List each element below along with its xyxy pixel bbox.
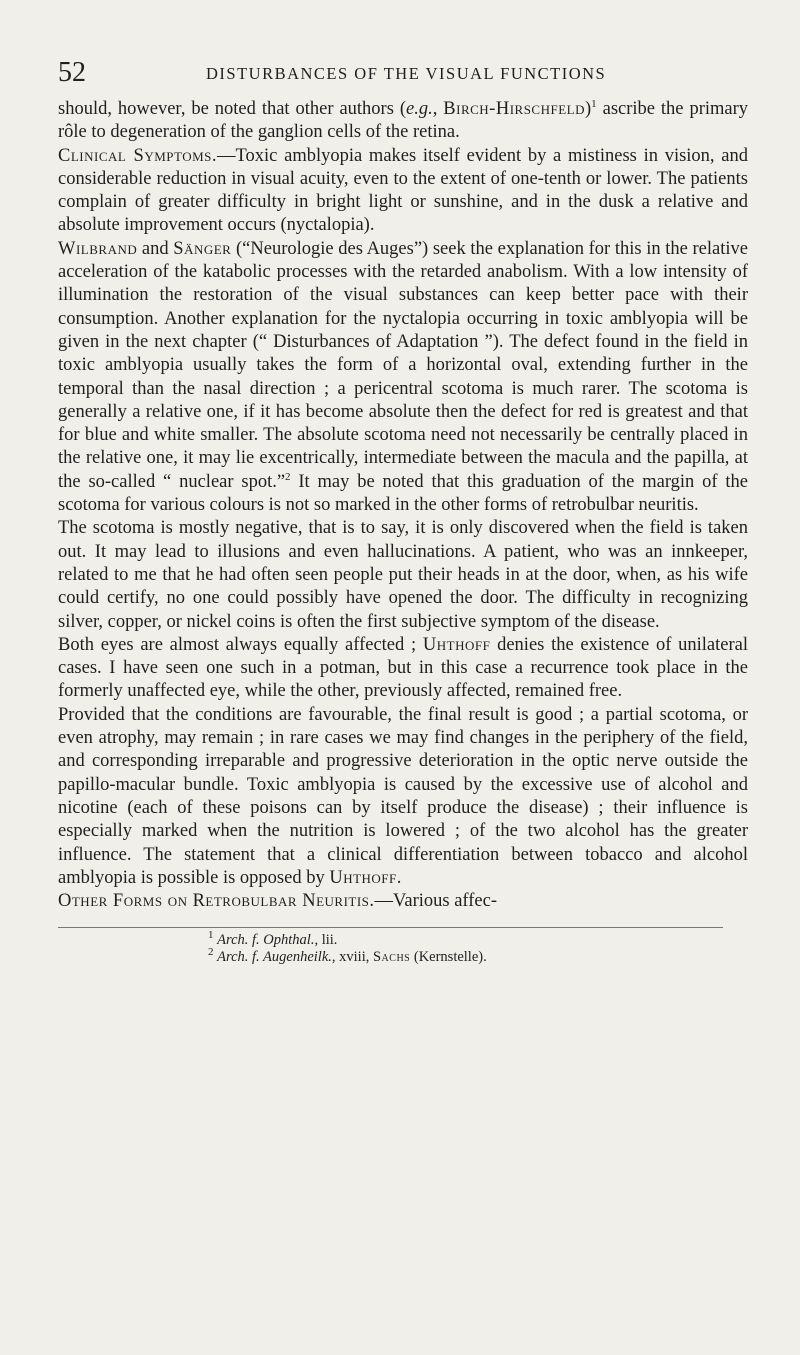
footnote-marker: 1 (208, 929, 214, 942)
page-number: 52 (58, 57, 86, 88)
text-run: e.g. (406, 99, 433, 119)
text-run: , (432, 99, 444, 119)
footnote-divider (58, 927, 723, 928)
author-name: Uhthoff (422, 634, 491, 655)
section-heading: Other Forms on Retrobulbar Neuritis. (58, 891, 375, 912)
text-run: . (396, 867, 402, 888)
journal-title: Arch. f. Augenheilk. (217, 949, 332, 966)
text-run: , xviii, (331, 949, 373, 966)
footnote (208, 946, 748, 966)
text-run: —Various affec- (374, 891, 497, 912)
section-heading: Clinical Symptoms. (58, 145, 218, 166)
text-run: ascribe the primary rôle to degeneration of the ganglion cells of the retina. (58, 99, 749, 143)
author-name: Uhthoff (329, 867, 397, 888)
paragraph (58, 145, 748, 238)
text-run: denies the existence of unilateral cases. I have seen one such in a potman, but in this case a recurrence took place in the formerly unaffected eye, while the other, previously affected, remained free. (58, 634, 749, 702)
author-name: Birch-Hirschfeld (443, 99, 585, 119)
journal-title: Arch. f. Ophthal. (217, 932, 315, 949)
text-run: (“Neurologie des Auges”) seek the explanation for this in the relative acceleration of the katabolic processes with the retarded anabolism. With a low intensity of illumination the restoration of the visual substances can keep better pace with their consumption. Another explanation for the nyctalopia occurring in toxic amblyopia will be given in the next chapter (“ Disturbances of Adaptation ”). The defect found in the field in toxic amblyopia usually takes the form of a horizontal oval, extending further in the temporal than the nasal direction ; a pericentral scotoma is much rarer. The scotoma is generally a relative one, if it has become absolute then the defect for red is greatest and that for blue and white smaller. The absolute scotoma need not necessarily be centrally placed in the relative one, it may lie excentrically, intermediate between the macula and the papilla, at the so-called “ nuclear spot.” (58, 238, 748, 492)
footnotes (58, 929, 748, 966)
text-run: , lii. (314, 932, 338, 949)
paragraph (58, 517, 748, 633)
paragraph (58, 890, 748, 913)
footnote (208, 929, 748, 949)
author-name: Sachs (372, 949, 411, 966)
body-text (58, 98, 748, 913)
text-run: Both eyes are almost always equally affected ; (58, 634, 423, 655)
text-run: The scotoma is mostly negative, that is to say, it is only discovered when the field is taken out. It may lead to illusions and even hallucinations. A patient, who was an innkeeper, related to me that he had often seen people put their heads in at the door, when, as his wife could certify, no one could possibly have opened the door. The difficulty in recognizing silver, copper, or nickel coins is often the first subjective symptom of the disease. (58, 518, 748, 632)
footnote-marker: 2 (285, 470, 291, 483)
page-header (58, 58, 748, 98)
paragraph: should, however, be noted that other authors (e.g., Birch-Hirschfeld)$^1$ ascribe the primary rôle to degeneration of the ganglion cells of the retina. (58, 97, 749, 143)
paragraph (58, 704, 748, 890)
paragraph (58, 238, 748, 518)
running-head: DISTURBANCES OF THE VISUAL FUNCTIONS (206, 64, 607, 83)
text-run: should, however, be noted that other authors ( (58, 99, 406, 119)
footnote-marker: 1 (591, 97, 597, 110)
page (58, 58, 748, 966)
text-run: (Kernstelle). (410, 949, 487, 966)
paragraph (58, 634, 748, 704)
author-name: Wilbrand (58, 238, 138, 259)
text-run: Provided that the conditions are favourable, the final result is good ; a partial scotoma, or even atrophy, may remain ; in rare cases we may find changes in the periphery of the field, and corresponding irreparable and progressive deterioration in the optic nerve outside the papillo-macular bundle. Toxic amblyopia is caused by the excessive use of alcohol and nicotine (each of these poisons can by itself produce the disease) ; their influence is especially marked when the nutrition is lowered ; of the two alcohol has the greater influence. The statement that a clinical differentiation between tobacco and alcohol amblyopia is possible is opposed by (58, 704, 748, 888)
footnote-marker: 2 (208, 946, 214, 959)
text-run: and (137, 238, 174, 259)
author-name: Sänger (173, 238, 232, 259)
text-run: It may be noted that this graduation of the margin of the scotoma for various colours is not so marked in the other forms of retrobulbar neuritis. (58, 471, 748, 516)
text-run: —Toxic amblyopia makes itself evident by a mistiness in vision, and considerable reduction in visual acuity, even to the extent of one-tenth or lower. The patients complain of greater difficulty in bright light or sunshine, and in the dusk a relative and absolute improvement occurs (nyctalopia). (58, 145, 748, 236)
